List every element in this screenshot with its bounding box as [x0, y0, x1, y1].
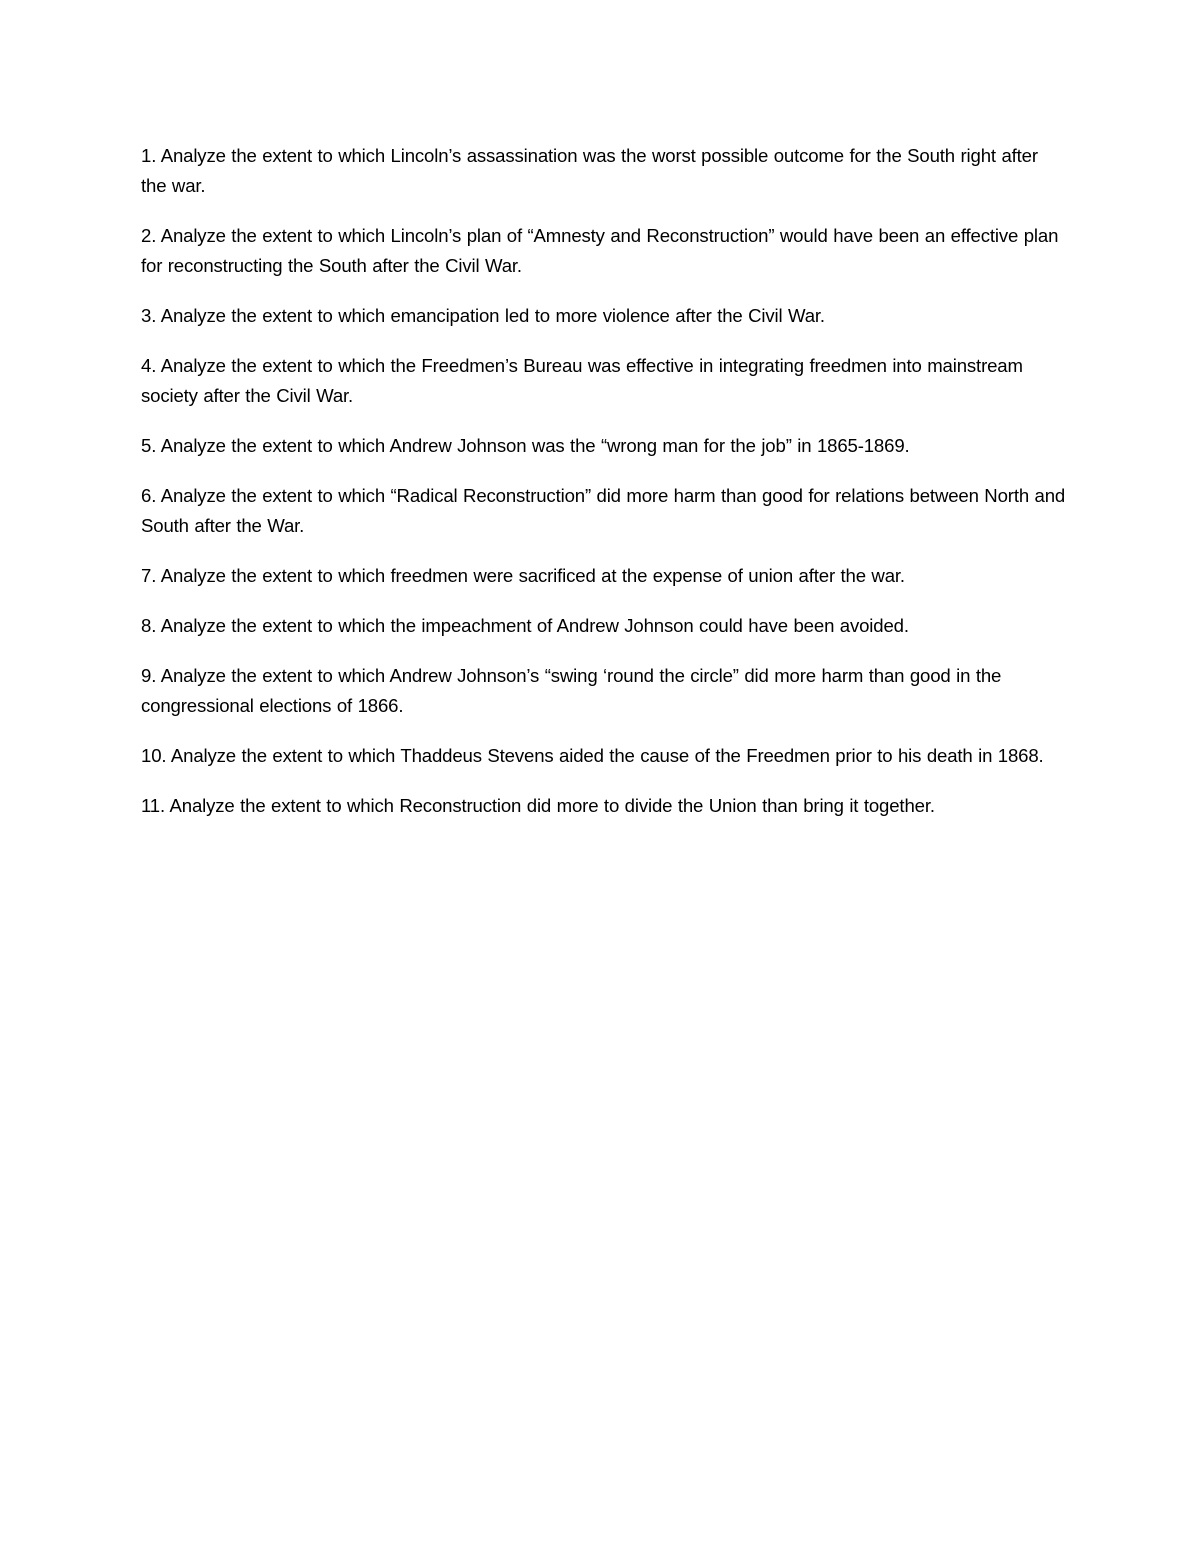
question-item: 10. Analyze the extent to which Thaddeus Stevens aided the cause of the Freedmen prior to his death in 1868.	[141, 745, 1044, 766]
question-item: 2. Analyze the extent to which Lincoln’s plan of “Amnesty and Reconstruction” would have been an effective plan for reconstructing the South after the Civil War.	[141, 225, 1059, 276]
question-item: 11. Analyze the extent to which Reconstruction did more to divide the Union than bring it together.	[141, 795, 935, 816]
question-item: 3. Analyze the extent to which emancipation led to more violence after the Civil War.	[141, 305, 825, 326]
question-item: 7. Analyze the extent to which freedmen were sacrificed at the expense of union after the war.	[141, 565, 905, 586]
question-item: 9. Analyze the extent to which Andrew Johnson’s “swing ‘round the circle” did more harm than good in the congressional elections of 1866.	[141, 665, 1002, 716]
question-item: 4. Analyze the extent to which the Freedmen’s Bureau was effective in integrating freedmen into mainstream society after the Civil War.	[141, 355, 1023, 406]
question-item: 1. Analyze the extent to which Lincoln’s assassination was the worst possible outcome for the South right after the war.	[141, 145, 1038, 196]
question-item: 6. Analyze the extent to which “Radical Reconstruction” did more harm than good for relations between North and South after the War.	[141, 485, 1066, 536]
question-list	[141, 141, 1066, 841]
question-item: 5. Analyze the extent to which Andrew Johnson was the “wrong man for the job” in 1865-1869.	[141, 435, 910, 456]
question-item: 8. Analyze the extent to which the impeachment of Andrew Johnson could have been avoided.	[141, 615, 909, 636]
